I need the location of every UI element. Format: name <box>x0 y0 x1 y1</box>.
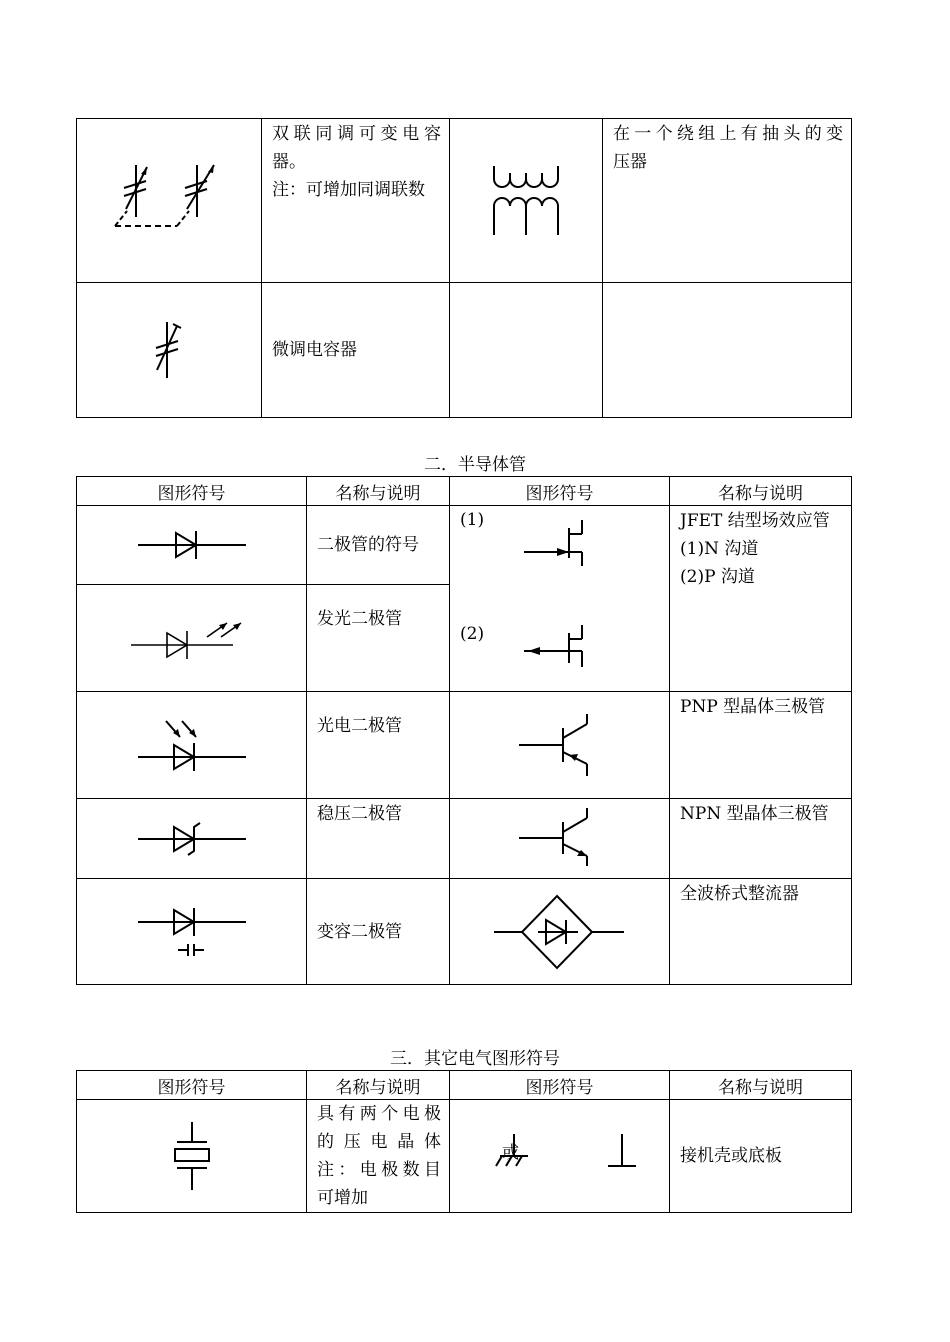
piezo-crystal-icon <box>167 1120 217 1192</box>
symbol-photodiode <box>77 692 307 799</box>
section-title: 二．半导体管 <box>424 455 526 475</box>
dual-variable-capacitor-desc <box>262 119 450 283</box>
jfet-desc <box>670 506 852 692</box>
jfet-p-mark: (2) <box>460 624 485 644</box>
symbol-zener-diode <box>77 799 307 879</box>
tapped-transformer-icon <box>486 161 566 241</box>
desc-text: 微调电容器 <box>272 340 357 360</box>
empty-cell <box>603 283 852 418</box>
symbol-bridge-rectifier <box>450 879 670 985</box>
symbol-led <box>77 585 307 692</box>
photodiode-icon <box>132 715 252 775</box>
desc-line: (1)N 沟道 <box>680 539 759 559</box>
pnp-desc <box>670 692 852 799</box>
header-symbol: 图形符号 <box>450 1071 670 1100</box>
desc-text: 稳压二极管 <box>317 804 402 824</box>
desc-line: 注：可增加同调联数 <box>272 180 425 200</box>
npn-desc <box>670 799 852 879</box>
chassis-ground-icon <box>450 1126 670 1186</box>
header-name: 名称与说明 <box>307 477 450 506</box>
or-label: 或 <box>502 1143 519 1163</box>
trimmer-capacitor-icon <box>144 318 194 382</box>
varactor-diode-icon <box>132 904 252 960</box>
desc-text: 接机壳或底板 <box>680 1146 782 1166</box>
n-channel-jfet-icon <box>520 514 600 574</box>
header-symbol: 图形符号 <box>450 477 670 506</box>
zener-diode-icon <box>132 819 252 859</box>
header-name: 名称与说明 <box>670 1071 852 1100</box>
zener-desc <box>307 799 450 879</box>
desc-line: 注：电极数目 <box>317 1160 441 1180</box>
diode-icon <box>132 525 252 565</box>
header-symbol: 图形符号 <box>77 477 307 506</box>
desc-line: (2)P 沟道 <box>680 567 755 587</box>
symbol-tapped-transformer <box>450 119 603 283</box>
bridge-rectifier-icon <box>490 892 630 972</box>
symbol-diode <box>77 506 307 585</box>
p-channel-jfet-icon <box>520 619 600 679</box>
symbol-piezo-crystal <box>77 1100 307 1213</box>
desc-line: 具有两个电极 <box>317 1104 441 1124</box>
empty-cell <box>450 283 603 418</box>
section-title: 三．其它电气图形符号 <box>390 1049 560 1069</box>
varactor-desc <box>307 879 450 985</box>
header-name: 名称与说明 <box>670 477 852 506</box>
jfet-n-mark: (1) <box>460 510 485 530</box>
desc-line: 器。 <box>272 152 306 172</box>
desc-text: NPN 型晶体三极管 <box>680 804 829 824</box>
symbol-npn-transistor <box>450 799 670 879</box>
diode-desc <box>307 506 450 585</box>
symbol-chassis-ground <box>450 1100 670 1213</box>
chassis-desc <box>670 1100 852 1213</box>
tapped-transformer-desc <box>603 119 852 283</box>
desc-text: 光电二极管 <box>317 716 402 736</box>
desc-line: 在一个绕组上有抽头的变 <box>613 124 843 144</box>
symbol-pnp-transistor <box>450 692 670 799</box>
symbol-varactor-diode <box>77 879 307 985</box>
header-symbol: 图形符号 <box>77 1071 307 1100</box>
desc-line: 的压电晶体 <box>317 1132 441 1152</box>
desc-text: 发光二极管 <box>317 609 402 629</box>
desc-line: 压器 <box>613 152 647 172</box>
led-icon <box>127 613 257 663</box>
piezo-crystal-desc <box>307 1100 450 1213</box>
table-other-symbols <box>76 1070 852 1213</box>
symbol-dual-variable-capacitor <box>77 119 262 283</box>
dual-variable-capacitor-icon <box>109 161 229 241</box>
pnp-transistor-icon <box>515 710 605 780</box>
desc-line: 双联同调可变电容 <box>272 124 441 144</box>
desc-line: 可增加 <box>317 1188 368 1208</box>
desc-text: 全波桥式整流器 <box>680 884 799 904</box>
desc-text: PNP 型晶体三极管 <box>680 697 826 717</box>
desc-text: 二极管的符号 <box>317 535 419 555</box>
table-capacitors <box>76 118 852 418</box>
trimmer-capacitor-desc <box>262 283 450 418</box>
desc-text: 变容二极管 <box>317 921 402 942</box>
table-semiconductors <box>76 476 852 985</box>
header-name: 名称与说明 <box>307 1071 450 1100</box>
desc-line: JFET 结型场效应管 <box>680 511 830 531</box>
photodiode-desc <box>307 692 450 799</box>
bridge-desc <box>670 879 852 985</box>
symbol-trimmer-capacitor <box>77 283 262 418</box>
npn-transistor-icon <box>515 806 605 872</box>
symbol-jfet <box>450 506 670 692</box>
led-desc <box>307 585 450 692</box>
